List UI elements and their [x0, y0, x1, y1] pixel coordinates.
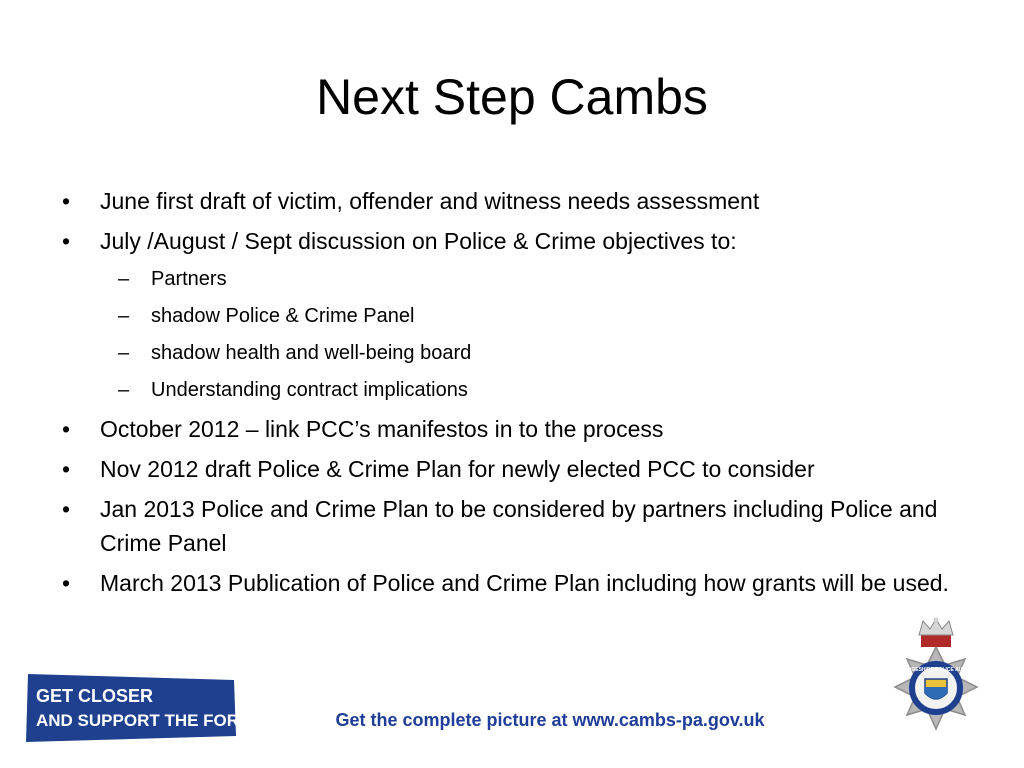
sub-bullet-item: – Understanding contract implications — [60, 375, 960, 405]
bullet-item: • July /August / Sept discussion on Police & Crime objectives to: — [60, 224, 960, 258]
police-authority-crest-icon — [883, 617, 989, 743]
banner-line-2: AND SUPPORT THE FORCE! — [36, 711, 269, 730]
crest-text: CAMBRIDGESHIRE POLICE AUTHORITY — [887, 667, 985, 673]
website-link[interactable]: Get the complete picture at www.cambs-pa.gov.uk — [335, 710, 765, 730]
sub-bullet-item: – shadow health and well-being board — [60, 338, 960, 368]
slide-title: Next Step Cambs — [316, 69, 708, 125]
bullet-item: • October 2012 – link PCC’s manifestos in to the process — [60, 412, 960, 446]
bullet-item: • June first draft of victim, offender and witness needs assessment — [60, 184, 960, 218]
bullet-item: • Jan 2013 Police and Crime Plan to be considered by partners including Police and Crime Panel — [60, 492, 960, 560]
banner-line-1: GET CLOSER — [36, 686, 154, 706]
bullet-list — [60, 184, 960, 606]
bullet-item: • March 2013 Publication of Police and Crime Plan including how grants will be used. — [60, 566, 960, 600]
sub-bullet-item: – Partners — [60, 264, 960, 294]
sub-bullet-item: – shadow Police & Crime Panel — [60, 301, 960, 331]
get-closer-banner — [24, 672, 269, 744]
bullet-item: • Nov 2012 draft Police & Crime Plan for newly elected PCC to consider — [60, 452, 960, 486]
